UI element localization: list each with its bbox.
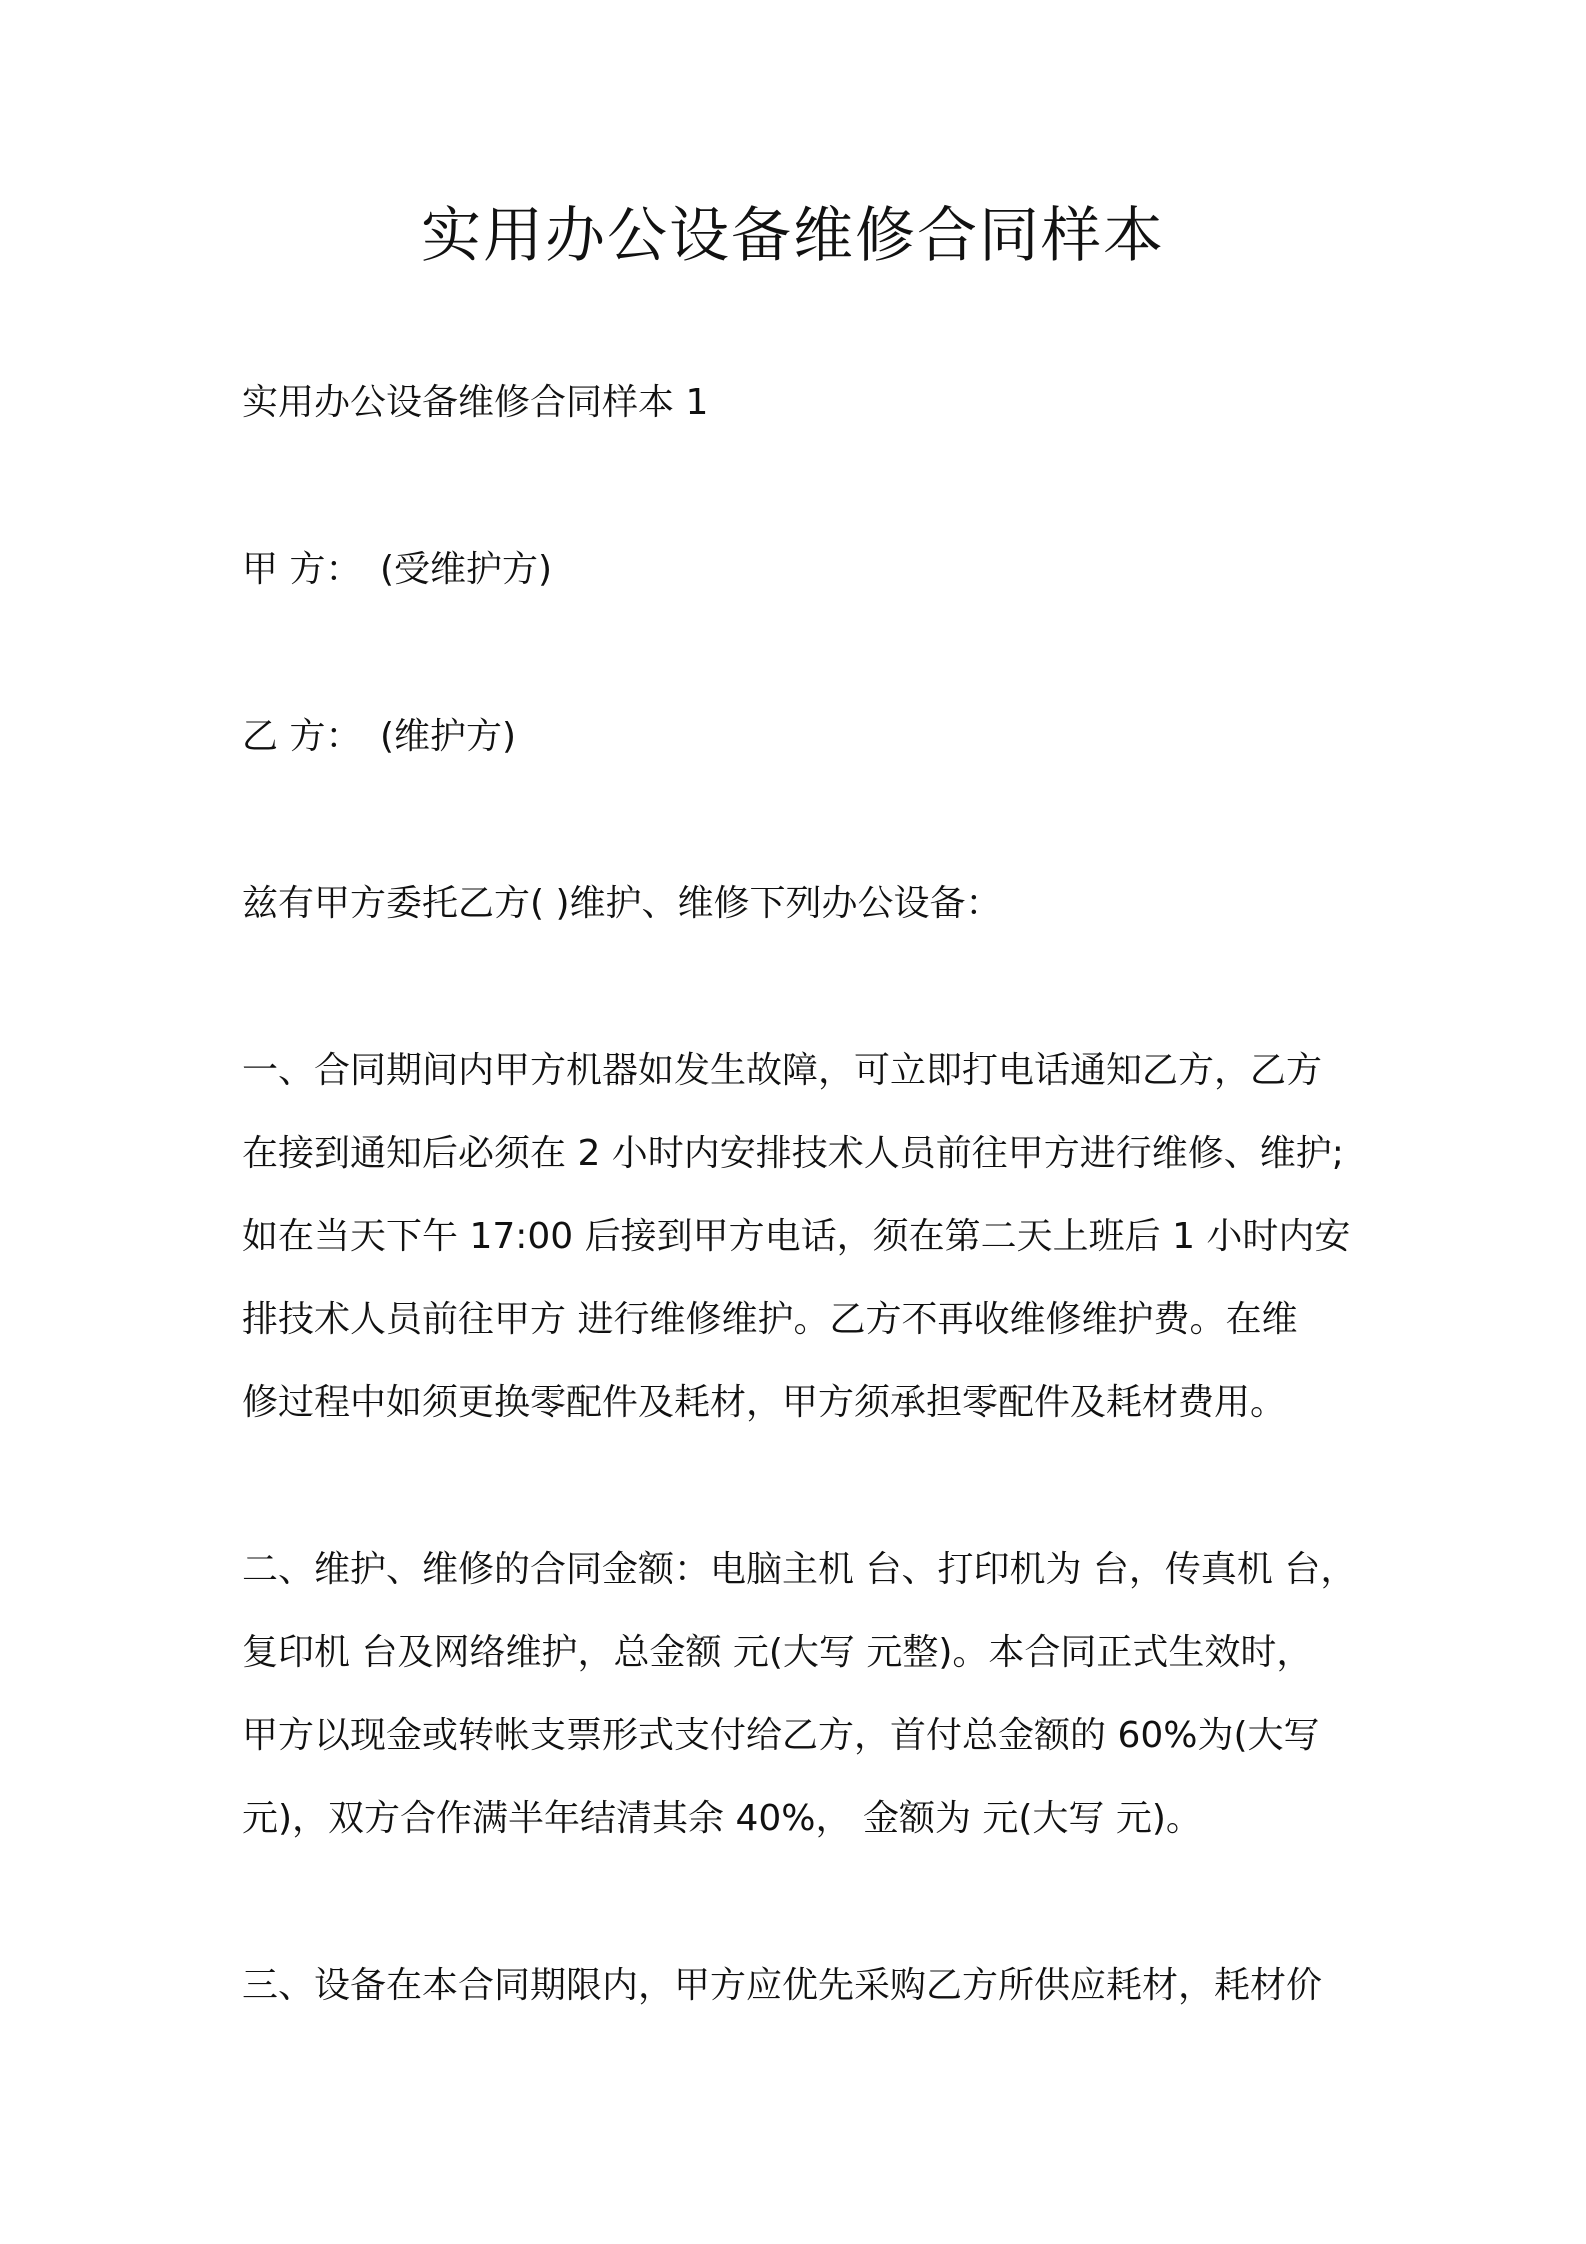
party-a-line	[242, 545, 1352, 595]
clause-2-line: 二、维护、维修的合同金额：电脑主机 台、打印机为 台，传真机 台，	[242, 1549, 1357, 1590]
party-b-value: (维护方)	[380, 716, 517, 757]
clause-1-line: 在接到通知后必须在 2 小时内安排技术人员前往甲方进行维修、维护;	[242, 1133, 1344, 1174]
party-a-label: 甲 方：	[242, 549, 362, 590]
clause-1-line: 一、合同期间内甲方机器如发生故障，可立即打电话通知乙方，乙方	[242, 1050, 1323, 1091]
clause-1-line: 修过程中如须更换零配件及耗材，甲方须承担零配件及耗材费用。	[242, 1382, 1287, 1423]
clause-1-line: 排技术人员前往甲方 进行维修维护。乙方不再收维修维护费。在维	[242, 1299, 1298, 1340]
party-a-value: (受维护方)	[380, 549, 553, 590]
party-b-label: 乙 方：	[242, 716, 362, 757]
party-b-line	[242, 712, 1352, 762]
clause-2-line: 复印机 台及网络维护，总金额 元(大写 元整)。本合同正式生效时，	[242, 1632, 1313, 1673]
clause-2-line: 元)，双方合作满半年结清其余 40%， 金额为 元(大写 元)。	[242, 1798, 1202, 1839]
clause-3-line: 三、设备在本合同期限内，甲方应优先采购乙方所供应耗材，耗材价	[242, 1965, 1323, 2006]
clause-2-line: 甲方以现金或转帐支票形式支付给乙方，首付总金额的 60%为(大写	[242, 1715, 1320, 1756]
intro-paragraph: 兹有甲方委托乙方( )维护、维修下列办公设备：	[242, 883, 1002, 924]
document-title: 实用办公设备维修合同样本	[421, 201, 1165, 271]
clause-1-line: 如在当天下午 17:00 后接到甲方电话，须在第二天上班后 1 小时内安	[242, 1216, 1351, 1257]
document-subtitle: 实用办公设备维修合同样本 1	[242, 382, 709, 423]
